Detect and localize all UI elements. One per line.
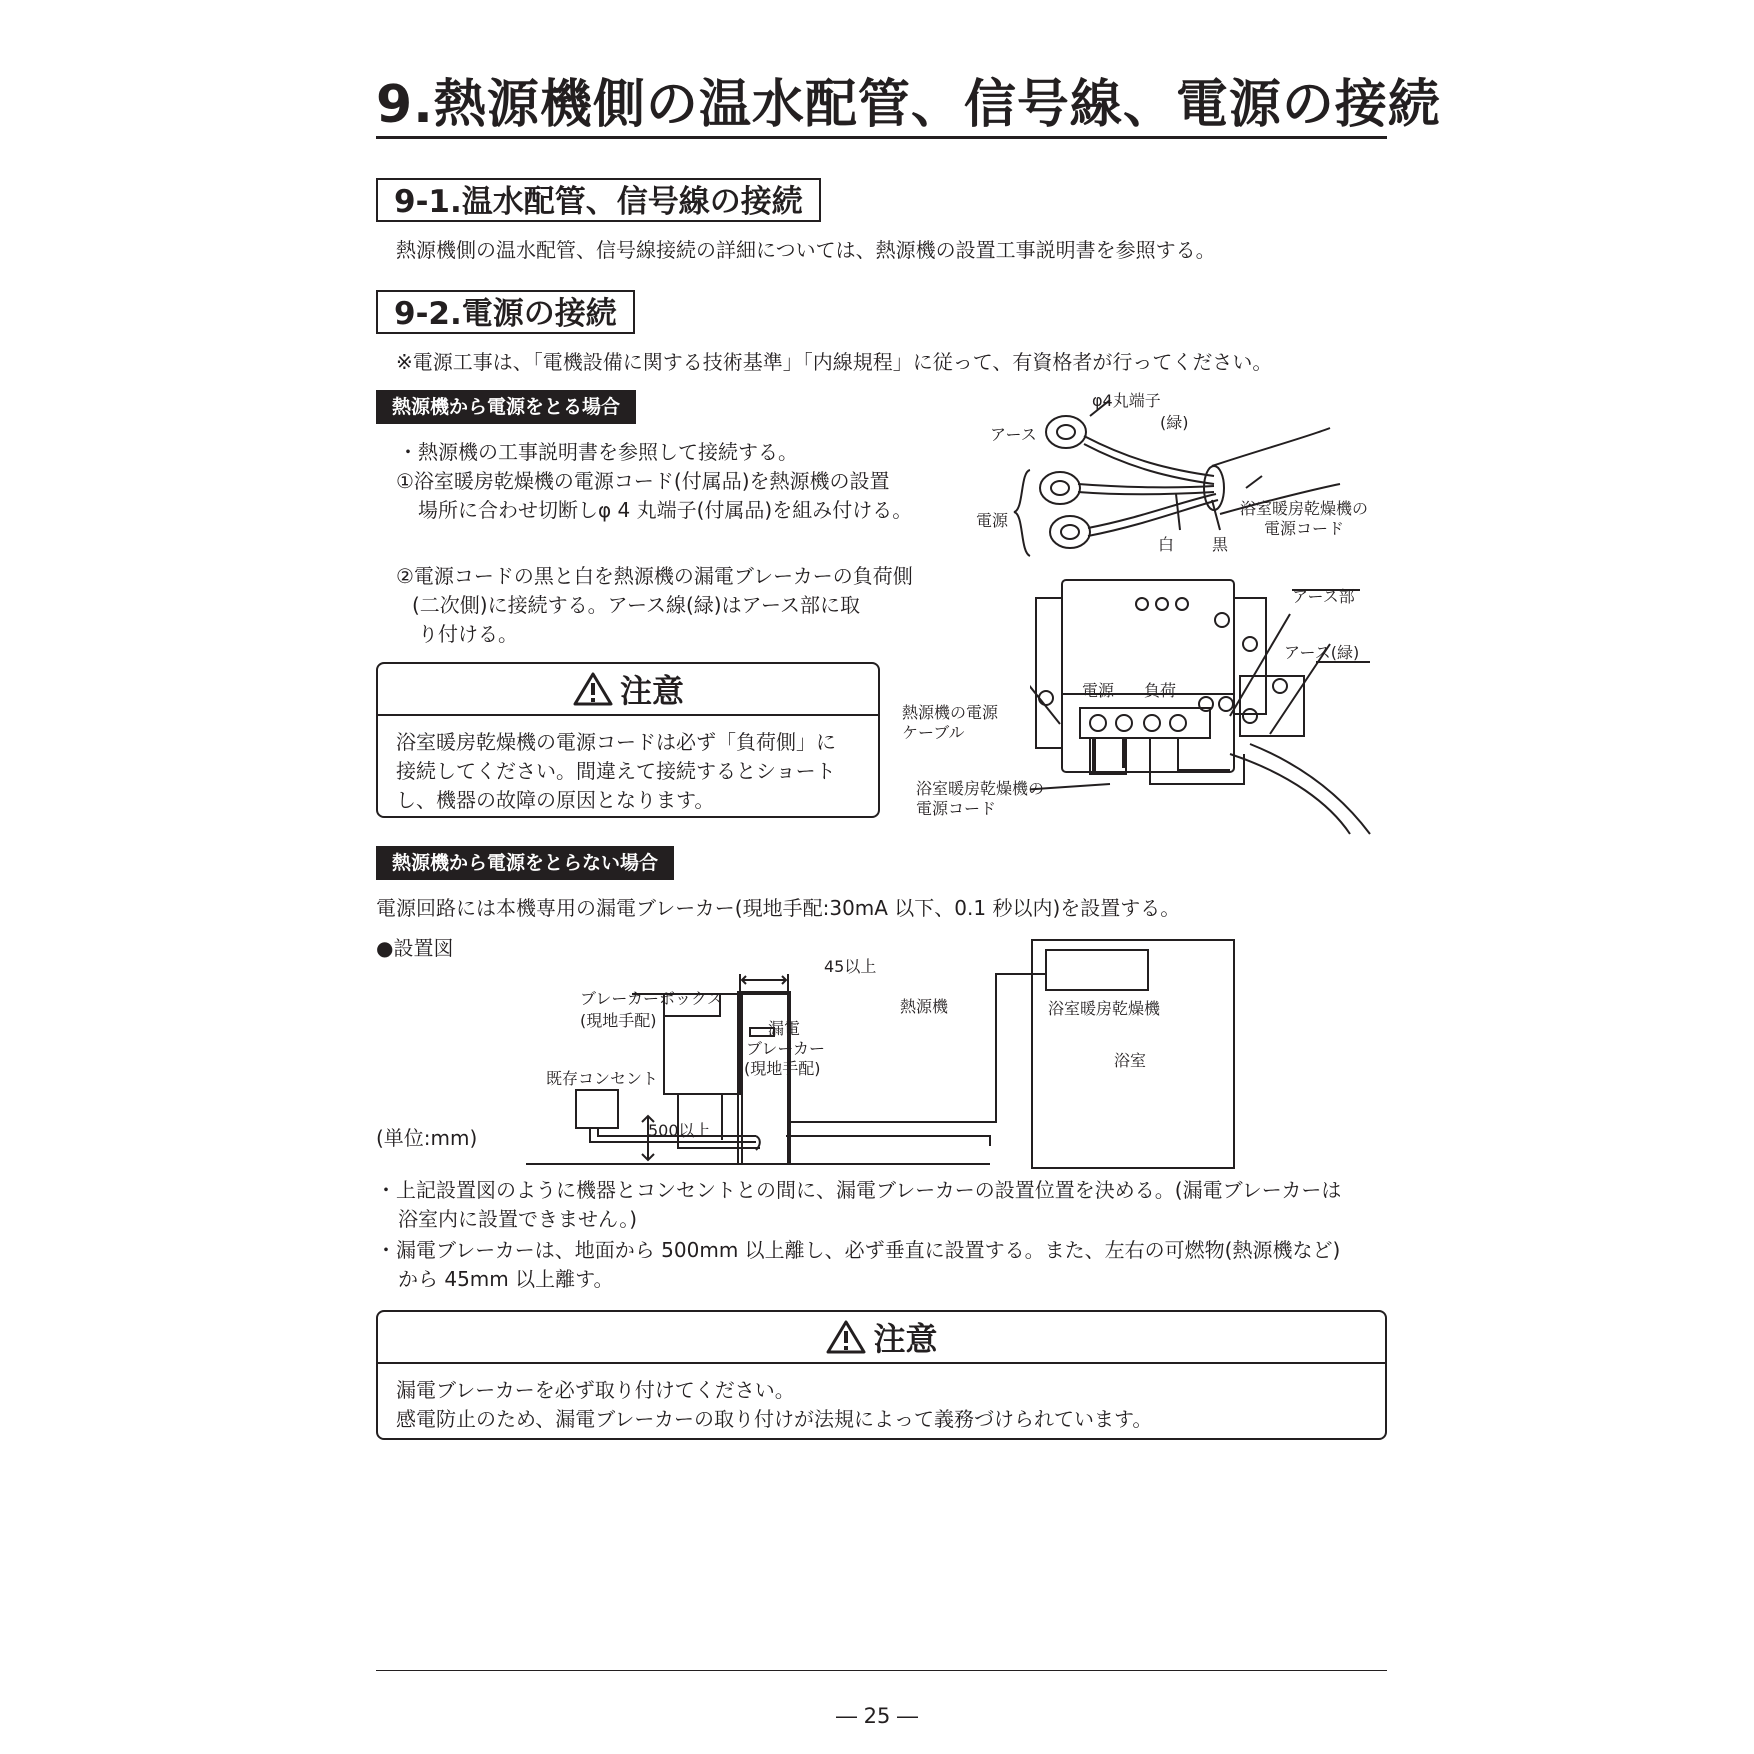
caution-box-2 (376, 1310, 1387, 1440)
label-breaker-box-local: (現地手配) (580, 1011, 657, 1030)
case1-tag: 熱源機から電源をとる場合 (376, 390, 636, 424)
label-45mm: 45以上 (824, 957, 877, 976)
label-500mm: 500以上 (648, 1121, 711, 1140)
figure-label: ●設置図 (376, 936, 454, 960)
label-breaker-1: 漏電 (768, 1019, 801, 1038)
caution-header-2 (378, 1312, 1385, 1364)
label-white: 白 (1158, 535, 1175, 554)
warning-triangle-icon (572, 671, 614, 707)
bullet-2-line-2: から 45mm 以上離す。 (398, 1267, 614, 1291)
page-title: 9.熱源機側の温水配管、信号線、電源の接続 (376, 75, 1441, 135)
case2-tag: 熱源機から電源をとらない場合 (376, 846, 674, 880)
case1-line-6: り付ける。 (418, 622, 518, 646)
case1-line-5: (二次側)に接続する。アース線(緑)はアース部に取 (412, 593, 861, 617)
unit-label: (単位:mm) (376, 1126, 478, 1150)
page-number: ― 25 ― (835, 1704, 919, 1728)
label-earth-green: アース(緑) (1284, 643, 1360, 662)
label-earth-part: アース部 (1292, 587, 1355, 606)
case1-line-1: ・熱源機の工事説明書を参照して接続する。 (398, 440, 798, 464)
caution-header-1 (378, 664, 878, 716)
label-breaker-3: (現地手配) (744, 1059, 821, 1078)
title-underline (376, 136, 1387, 139)
label-bath-cord-1: 浴室暖房乾燥機の (916, 779, 1045, 798)
label-power: 電源 (976, 511, 1009, 530)
section-9-2-note: ※電源工事は、「電機設備に関する技術基準」「内線規程」に従って、有資格者が行ってください。 (396, 350, 1273, 374)
label-breaker-2: ブレーカー (746, 1039, 826, 1058)
section-heading-9-2: 9-2.電源の接続 (376, 290, 635, 334)
caution-1-line-3: し、機器の故障の原因となります。 (396, 788, 715, 812)
case1-line-3: 場所に合わせ切断しφ 4 丸端子(付属品)を組み付ける。 (418, 498, 913, 522)
label-phi4-terminal: φ4丸端子 (1092, 391, 1161, 410)
caution-title-1: 注意 (619, 672, 684, 710)
breaker-wiring-diagram (1030, 574, 1390, 840)
section-heading-9-1: 9-1.温水配管、信号線の接続 (376, 178, 821, 222)
label-green: (緑) (1160, 413, 1189, 432)
case2-text: 電源回路には本機専用の漏電ブレーカー(現地手配:30mA 以下、0.1 秒以内)を設置する。 (376, 896, 1181, 920)
case1-line-2: ①浴室暖房乾燥機の電源コード(付属品)を熱源機の設置 (396, 469, 890, 493)
label-earth: アース (990, 425, 1037, 444)
caution-2-line-1: 漏電ブレーカーを必ず取り付けてください。 (396, 1378, 795, 1402)
caution-1-line-2: 接続してください。間違えて接続するとショート (396, 759, 836, 783)
caution-title-2: 注意 (873, 1320, 938, 1358)
label-heat-cable-2: ケーブル (902, 723, 965, 742)
bullet-2-line-1: ・漏電ブレーカーは、地面から 500mm 以上離し、必ず垂直に設置する。また、左右の可燃物(熱源機など) (376, 1238, 1341, 1262)
footer-rule (376, 1670, 1387, 1671)
label-bath-dryer: 浴室暖房乾燥機 (1048, 999, 1161, 1018)
bullet-1-line-2: 浴室内に設置できません。) (398, 1207, 638, 1231)
case1-line-4: ②電源コードの黒と白を熱源機の漏電ブレーカーの負荷側 (396, 564, 913, 588)
label-bathroom: 浴室 (1114, 1051, 1147, 1070)
label-bath-cord-2: 電源コード (916, 799, 997, 818)
label-cord-line-1: 浴室暖房乾燥機の (1240, 499, 1369, 518)
label-heat-source: 熱源機 (900, 997, 949, 1016)
label-cord-line-2: 電源コード (1264, 519, 1345, 538)
section-9-1-text: 熱源機側の温水配管、信号線接続の詳細については、熱源機の設置工事説明書を参照する。 (396, 238, 1216, 262)
warning-triangle-icon (825, 1319, 867, 1355)
label-dengen: 電源 (1082, 681, 1115, 700)
label-existing-outlet: 既存コンセント (546, 1069, 659, 1088)
label-fuka: 負荷 (1144, 681, 1177, 700)
bullet-1-line-1: ・上記設置図のように機器とコンセントとの間に、漏電ブレーカーの設置位置を決める。(漏電ブレーカーは (376, 1178, 1342, 1202)
label-breaker-box: ブレーカーボックス (580, 989, 723, 1008)
caution-2-line-2: 感電防止のため、漏電ブレーカーの取り付けが法規によって義務づけられています。 (396, 1407, 1153, 1431)
caution-box-1 (376, 662, 880, 818)
label-heat-cable-1: 熱源機の電源 (902, 703, 999, 722)
label-black: 黒 (1212, 535, 1229, 554)
caution-1-line-1: 浴室暖房乾燥機の電源コードは必ず「負荷側」に (396, 730, 836, 754)
